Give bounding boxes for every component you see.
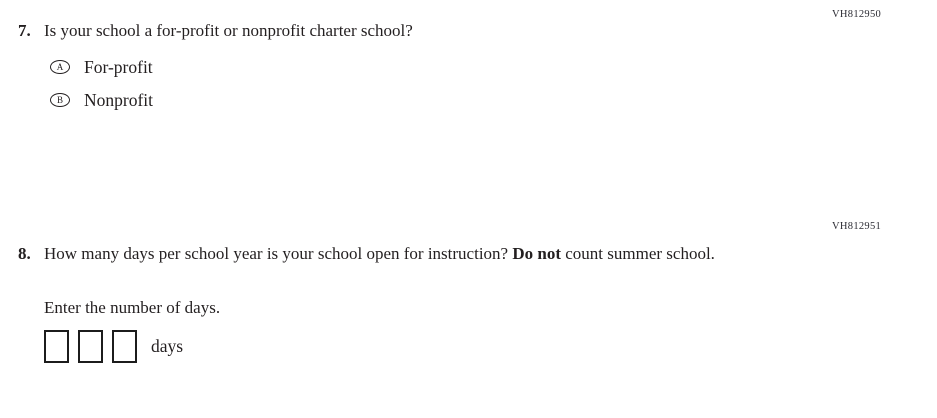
option-b-row[interactable] — [50, 90, 153, 110]
question-8-text-part2: count summer school. — [565, 244, 715, 263]
question-7-text: Is your school a for-profit or nonprofit charter school? — [44, 21, 413, 40]
question-7 — [18, 19, 413, 42]
question-8-number: 8. — [18, 244, 31, 263]
question-8-instruction: Enter the number of days. — [44, 298, 221, 317]
option-a-bubble[interactable]: A — [50, 60, 70, 74]
question-8-text-part1: How many days per school year is your school open for instruction? — [44, 244, 509, 263]
digit-box-2[interactable] — [78, 330, 103, 363]
digit-box-1[interactable] — [44, 330, 69, 363]
option-b-bubble[interactable]: B — [50, 93, 70, 107]
days-answer-row — [44, 330, 183, 363]
days-unit-label: days — [151, 336, 184, 356]
question-7-number: 7. — [18, 21, 31, 40]
digit-box-3[interactable] — [112, 330, 137, 363]
question-8 — [18, 242, 715, 265]
item-code-q8: VH812951 — [832, 221, 882, 232]
item-code-q7: VH812950 — [832, 9, 882, 20]
question-8-text-bold: Do not — [512, 244, 561, 263]
option-b-label: Nonprofit — [84, 90, 154, 110]
option-a-label: For-profit — [84, 57, 153, 77]
option-a-row[interactable] — [50, 57, 153, 77]
question-8-text — [44, 242, 715, 265]
